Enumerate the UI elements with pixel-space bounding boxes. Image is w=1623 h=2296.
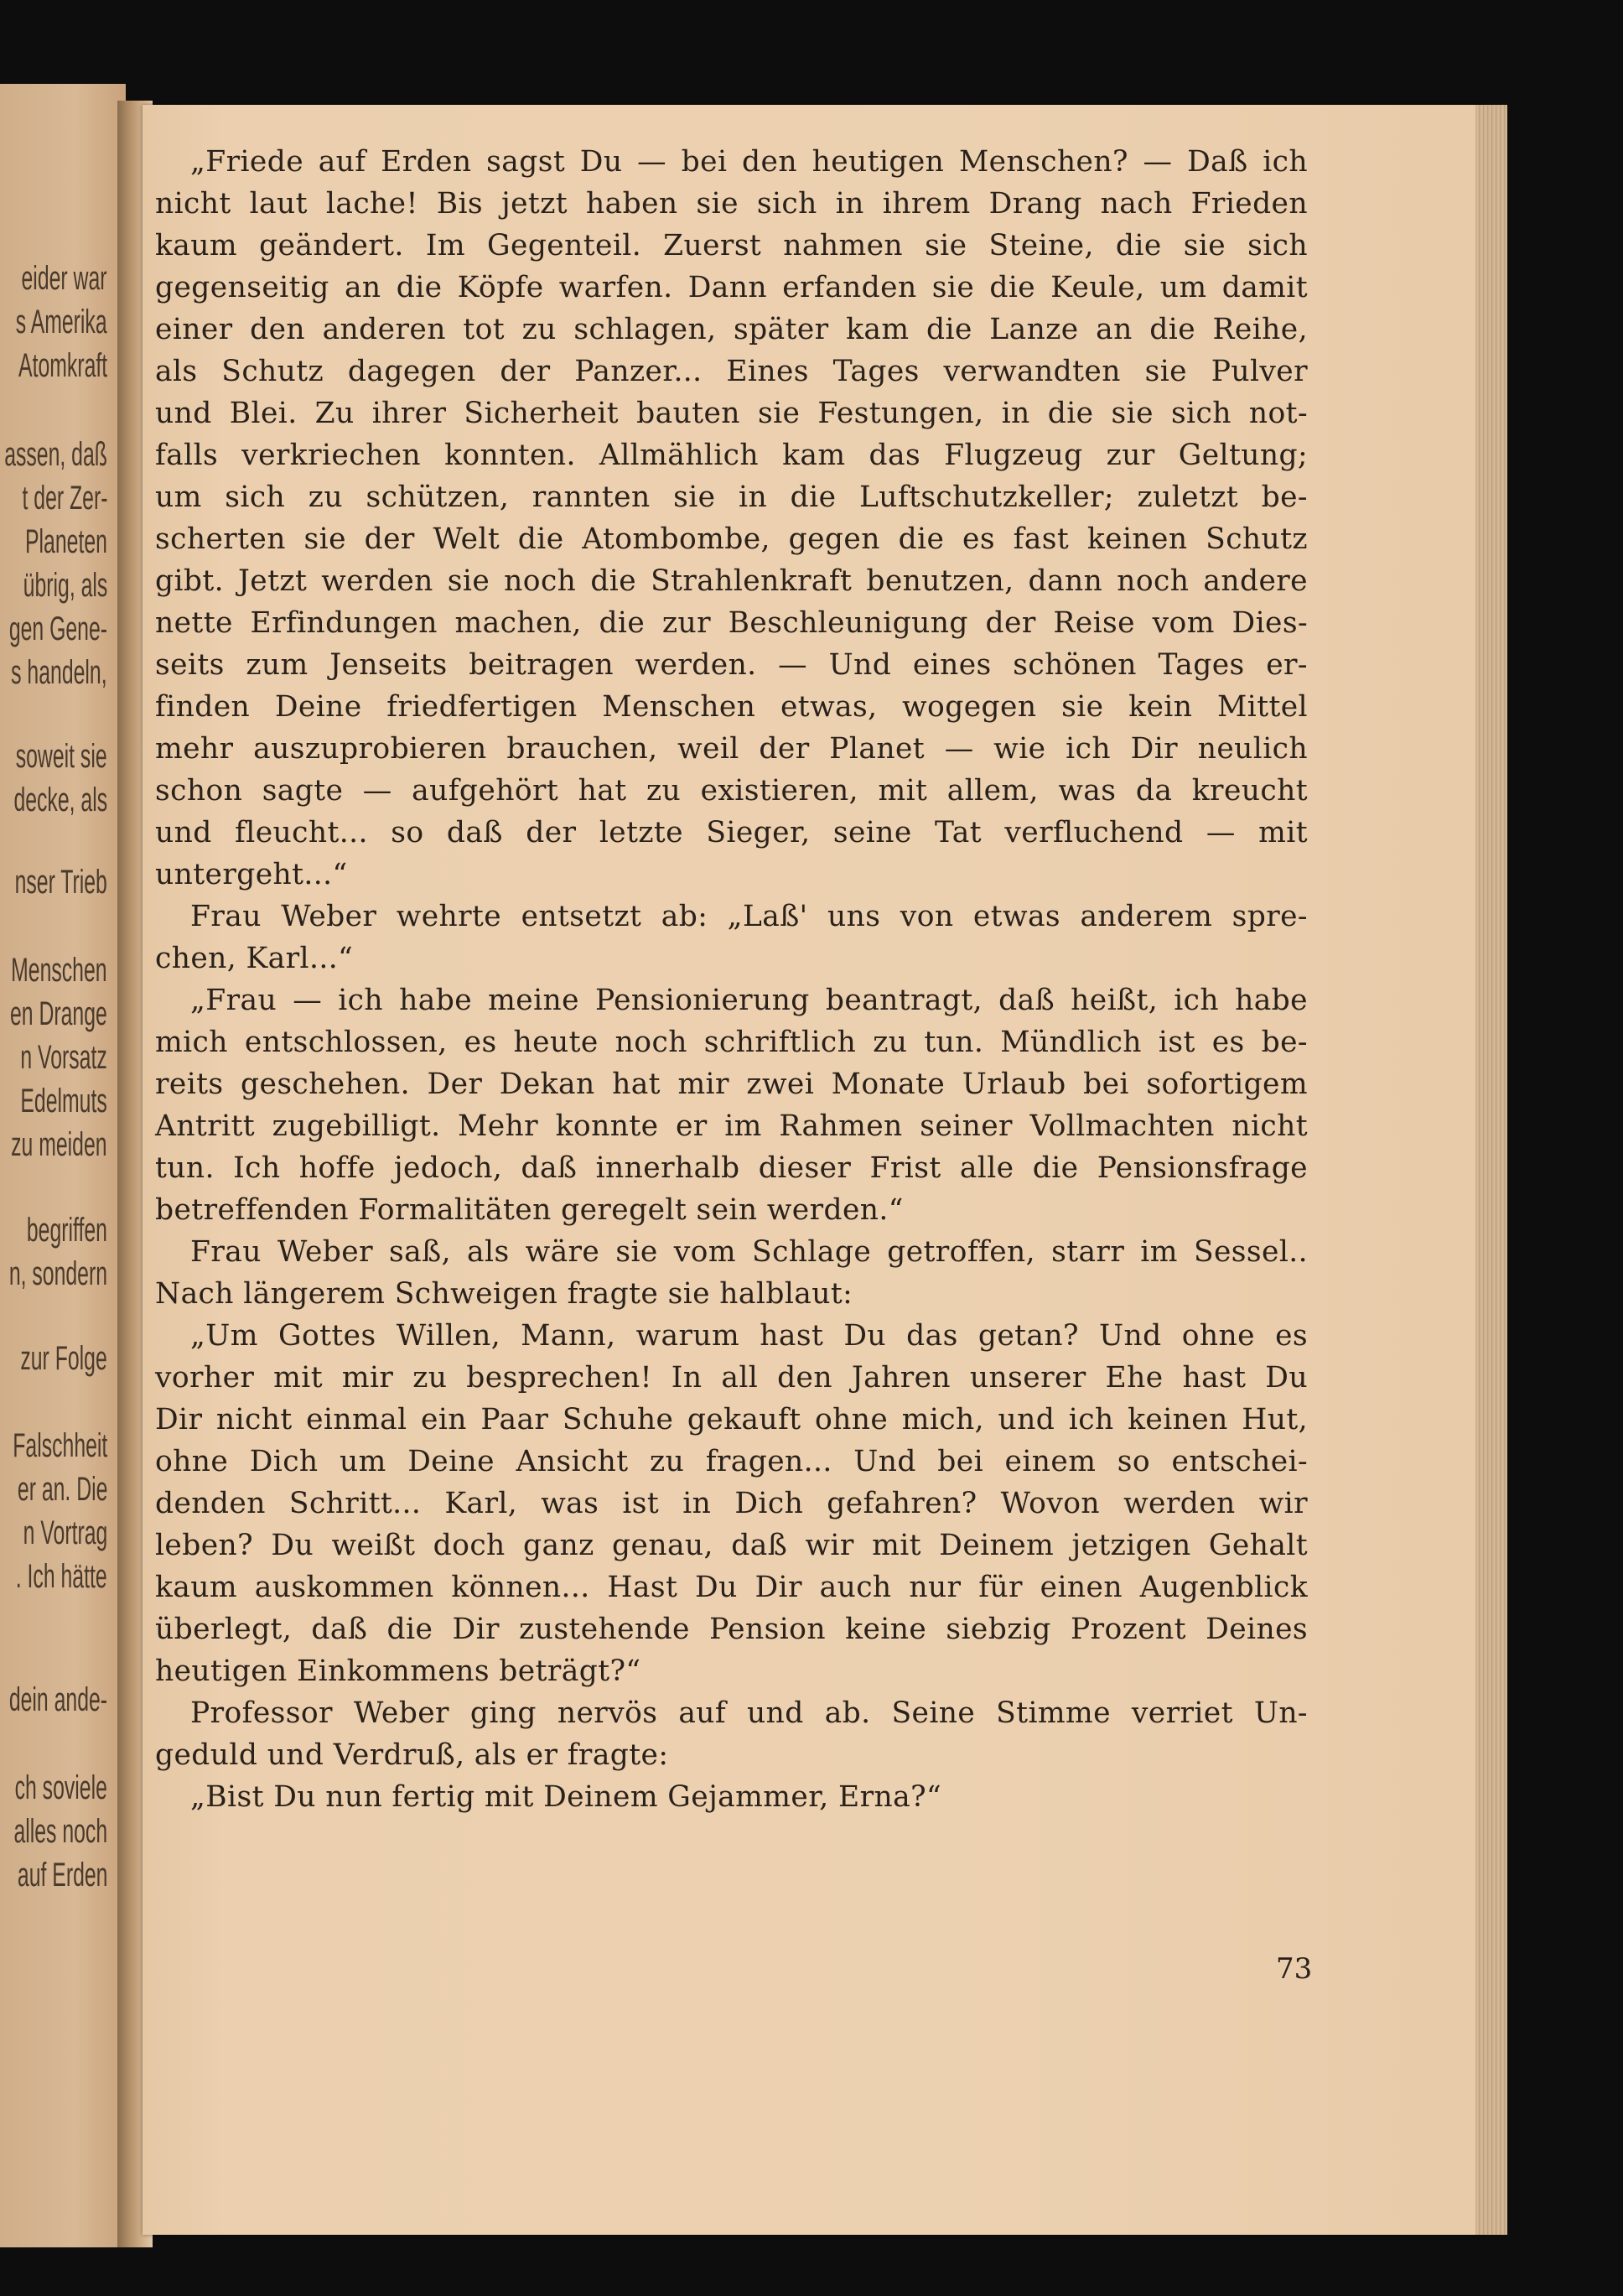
left-page-fragment: zur Folge [20, 1340, 107, 1377]
text-line: vorher mit mir zu besprechen! In all den Jahren unserer Ehe hast Du [155, 1361, 1308, 1395]
left-page-fragment: dein ande- [8, 1681, 107, 1718]
text-line: um sich zu schützen, rannten sie in die Luftschutzkeller; zuletzt be- [155, 480, 1308, 514]
text-line: nette Erfindungen machen, die zur Beschleunigung der Reise vom Dies- [155, 606, 1308, 640]
text-line: heutigen Einkommens beträgt?“ [155, 1654, 641, 1688]
left-page-fragment: en Drange [10, 995, 107, 1032]
left-page-fragment: n Vorsatz [20, 1039, 107, 1076]
text-line: gegenseitig an die Köpfe warfen. Dann erfanden sie die Keule, um damit [155, 271, 1308, 304]
text-line: und Blei. Zu ihrer Sicherheit bauten sie Festungen, in die sie sich not- [155, 397, 1308, 430]
text-line: überlegt, daß die Dir zustehende Pension keine siebzig Prozent Deines [155, 1613, 1308, 1646]
text-line: tun. Ich hoffe jedoch, daß innerhalb dieser Frist alle die Pensionsfrage [155, 1151, 1308, 1185]
left-page-fragment: decke, als [13, 782, 107, 818]
left-page-fragment: Edelmuts [20, 1083, 107, 1119]
text-line: schon sagte — aufgehört hat zu existieren, mit allem, was da kreucht [155, 774, 1308, 808]
text-line: einer den anderen tot zu schlagen, später kam die Lanze an die Reihe, [155, 313, 1308, 346]
body-text [155, 141, 1308, 1818]
text-line: mehr auszuprobieren brauchen, weil der Planet — wie ich Dir neulich [155, 732, 1308, 766]
left-page-fragment: begriffen [26, 1212, 107, 1249]
left-page-fragment: t der Zer- [22, 480, 107, 517]
left-page-fragment: ch soviele [14, 1769, 107, 1806]
left-page-fragment: er an. Die [17, 1471, 107, 1508]
text-line: scherten sie der Welt die Atombombe, gegen die es fast keinen Schutz [155, 522, 1308, 556]
text-line: „Um Gottes Willen, Mann, warum hast Du das getan? Und ohne es [190, 1319, 1308, 1353]
text-line: mich entschlossen, es heute noch schriftlich zu tun. Mündlich ist es be- [155, 1026, 1308, 1059]
text-line: chen, Karl...“ [155, 942, 354, 975]
page-edges [1475, 105, 1507, 2235]
text-line: nicht laut lache! Bis jetzt haben sie sich in ihrem Drang nach Frieden [155, 187, 1308, 221]
text-line: geduld und Verdruß, als er fragte: [155, 1738, 669, 1772]
left-page [0, 84, 126, 2247]
text-line: Frau Weber wehrte entsetzt ab: „Laß' uns von etwas anderem spre- [190, 900, 1308, 933]
text-line: als Schutz dagegen der Panzer... Eines Tages verwandten sie Pulver [155, 355, 1308, 388]
text-line: Nach längerem Schweigen fragte sie halblaut: [155, 1277, 853, 1311]
left-page-fragment: eider war [22, 260, 107, 297]
left-page-fragment: auf Erden [17, 1857, 107, 1893]
text-line: kaum auskommen können... Hast Du Dir auch nur für einen Augenblick [155, 1571, 1308, 1604]
left-page-fragment: s handeln, [11, 654, 107, 691]
text-line: finden Deine friedfertigen Menschen etwas, wogegen sie kein Mittel [155, 690, 1308, 724]
text-line: Professor Weber ging nervös auf und ab. Seine Stimme verriet Un- [190, 1696, 1308, 1730]
text-line: Frau Weber saß, als wäre sie vom Schlage getroffen, starr im Sessel.. [190, 1235, 1308, 1269]
left-page-fragment: n, sondern [8, 1255, 107, 1292]
left-page-fragment: zu meiden [11, 1126, 107, 1163]
text-line: falls verkriechen konnten. Allmählich kam das Flugzeug zur Geltung; [155, 439, 1308, 472]
text-line: „Friede auf Erden sagst Du — bei den heutigen Menschen? — Daß ich [190, 145, 1308, 179]
text-line: betreffenden Formalitäten geregelt sein werden.“ [155, 1193, 904, 1227]
left-page-fragment: alles noch [13, 1813, 107, 1850]
left-page-fragment: gen Gene- [8, 610, 107, 647]
left-page-fragment: Planeten [25, 523, 107, 560]
text-line: denden Schritt... Karl, was ist in Dich gefahren? Wovon werden wir [155, 1487, 1308, 1520]
text-line: untergeht...“ [155, 858, 348, 891]
text-line: kaum geändert. Im Gegenteil. Zuerst nahmen sie Steine, die sie sich [155, 229, 1308, 262]
left-page-fragment: assen, daß [4, 436, 107, 473]
text-line: Dir nicht einmal ein Paar Schuhe gekauft ohne mich, und ich keinen Hut, [155, 1403, 1308, 1436]
left-page-fragment: n Vortrag [23, 1514, 107, 1551]
left-page-fragment: übrig, als [23, 567, 107, 604]
text-line: ohne Dich um Deine Ansicht zu fragen... Und bei einem so entschei- [155, 1445, 1308, 1478]
left-page-fragment: nser Trieb [14, 864, 107, 901]
text-line: Antritt zugebilligt. Mehr konnte er im Rahmen seiner Vollmachten nicht [155, 1109, 1308, 1143]
left-page-fragment: s Amerika [16, 304, 107, 340]
left-page-fragment: . Ich hätte [16, 1558, 107, 1595]
text-line: leben? Du weißt doch ganz genau, daß wir mit Deinem jetzigen Gehalt [155, 1529, 1308, 1562]
left-page-fragment: Atomkraft [18, 347, 107, 384]
left-page-fragment: Menschen [11, 952, 107, 989]
text-line: „Bist Du nun fertig mit Deinem Gejammer, Erna?“ [190, 1780, 942, 1814]
left-page-fragment: soweit sie [16, 738, 107, 775]
text-line: reits geschehen. Der Dekan hat mir zwei Monate Urlaub bei sofortigem [155, 1067, 1308, 1101]
text-line: „Frau — ich habe meine Pensionierung beantragt, daß heißt, ich habe [190, 984, 1308, 1017]
text-line: und fleucht... so daß der letzte Sieger, seine Tat verfluchend — mit [155, 816, 1308, 849]
page-number: 73 [1276, 1952, 1313, 1986]
text-line: seits zum Jenseits beitragen werden. — Und eines schönen Tages er- [155, 648, 1308, 682]
left-page-fragment: Falschheit [12, 1427, 107, 1464]
text-line: gibt. Jetzt werden sie noch die Strahlenkraft benutzen, dann noch andere [155, 564, 1308, 598]
